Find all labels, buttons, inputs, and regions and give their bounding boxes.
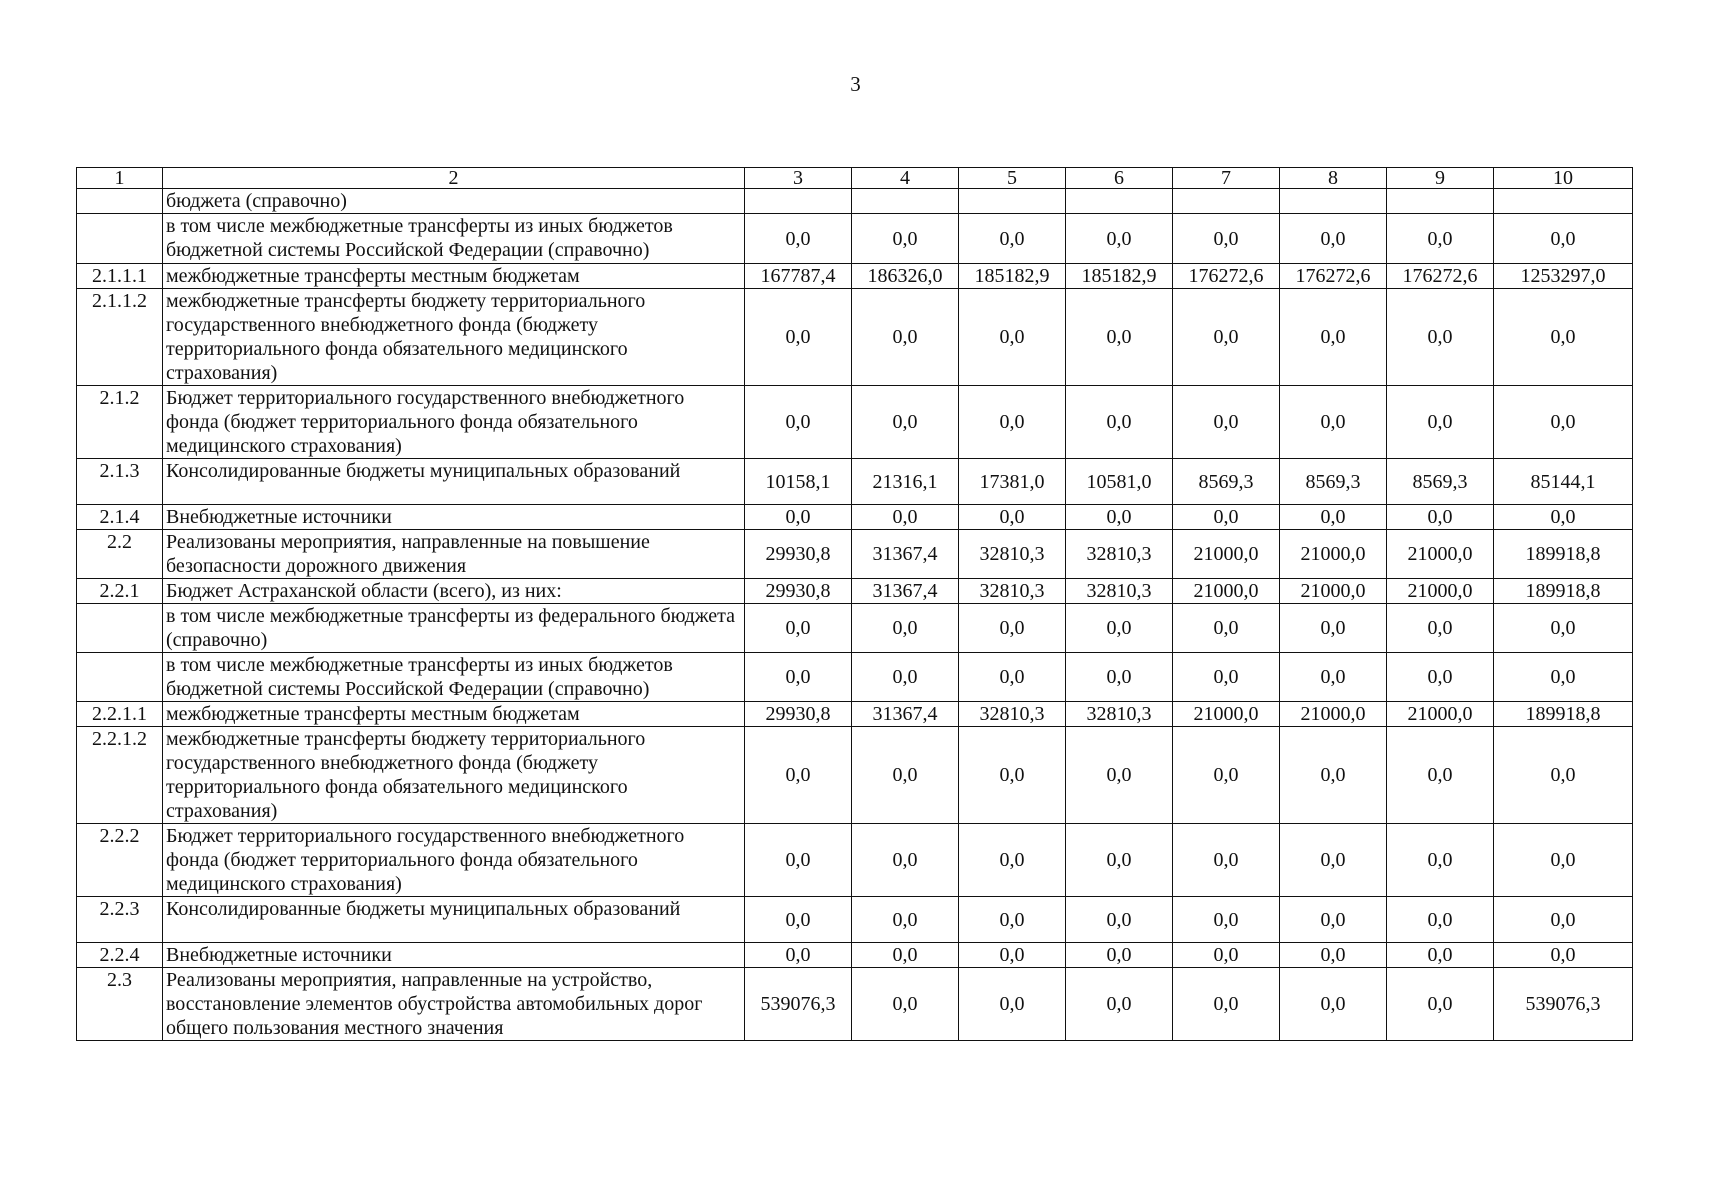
value-cell: 0,0	[1387, 289, 1494, 386]
row-code: 2.2.1	[77, 579, 163, 604]
value-cell: 0,0	[1387, 968, 1494, 1041]
value-cell: 0,0	[852, 214, 959, 264]
value-cell: 0,0	[745, 824, 852, 897]
value-cell: 29930,8	[745, 530, 852, 579]
column-header: 8	[1280, 168, 1387, 189]
row-description: Бюджет Астраханской области (всего), из них:	[163, 579, 745, 604]
row-description: в том числе межбюджетные трансферты из федерального бюджета (справочно)	[163, 604, 745, 653]
value-cell: 32810,3	[959, 702, 1066, 727]
value-cell: 0,0	[1387, 505, 1494, 530]
value-cell: 0,0	[1387, 604, 1494, 653]
value-cell	[1173, 189, 1280, 214]
value-cell: 29930,8	[745, 702, 852, 727]
column-header: 3	[745, 168, 852, 189]
column-header: 6	[1066, 168, 1173, 189]
value-cell: 0,0	[1173, 604, 1280, 653]
value-cell: 0,0	[1280, 505, 1387, 530]
value-cell: 0,0	[959, 968, 1066, 1041]
table-row	[77, 530, 1633, 579]
value-cell: 32810,3	[1066, 579, 1173, 604]
value-cell: 0,0	[745, 604, 852, 653]
row-code: 2.2.1.2	[77, 727, 163, 824]
value-cell: 0,0	[1280, 214, 1387, 264]
value-cell	[852, 189, 959, 214]
value-cell: 0,0	[1494, 386, 1633, 459]
row-description: Консолидированные бюджеты муниципальных образований	[163, 459, 745, 505]
table-row	[77, 653, 1633, 702]
value-cell: 0,0	[1066, 943, 1173, 968]
row-description: Внебюджетные источники	[163, 943, 745, 968]
row-code: 2.1.2	[77, 386, 163, 459]
row-code: 2.2	[77, 530, 163, 579]
value-cell: 0,0	[1066, 968, 1173, 1041]
row-code: 2.2.4	[77, 943, 163, 968]
value-cell: 0,0	[1173, 289, 1280, 386]
value-cell: 0,0	[1494, 824, 1633, 897]
value-cell: 32810,3	[1066, 530, 1173, 579]
value-cell: 10158,1	[745, 459, 852, 505]
value-cell: 21316,1	[852, 459, 959, 505]
value-cell: 32810,3	[1066, 702, 1173, 727]
value-cell: 21000,0	[1387, 530, 1494, 579]
value-cell	[1280, 189, 1387, 214]
table-row	[77, 579, 1633, 604]
value-cell: 0,0	[745, 214, 852, 264]
table-row	[77, 289, 1633, 386]
value-cell: 0,0	[1494, 604, 1633, 653]
value-cell: 17381,0	[959, 459, 1066, 505]
value-cell: 0,0	[1494, 897, 1633, 943]
value-cell: 0,0	[1280, 386, 1387, 459]
value-cell: 0,0	[1280, 897, 1387, 943]
row-code: 2.1.4	[77, 505, 163, 530]
column-header: 2	[163, 168, 745, 189]
value-cell: 0,0	[1494, 653, 1633, 702]
value-cell: 0,0	[1173, 824, 1280, 897]
row-description: в том числе межбюджетные трансферты из иных бюджетов бюджетной системы Российской Федерации (справочно)	[163, 214, 745, 264]
value-cell: 0,0	[745, 897, 852, 943]
table-row	[77, 727, 1633, 824]
value-cell	[1494, 189, 1633, 214]
column-header: 4	[852, 168, 959, 189]
value-cell: 185182,9	[959, 264, 1066, 289]
row-code	[77, 604, 163, 653]
row-description: Бюджет территориального государственного внебюджетного фонда (бюджет территориального фонда обязательного медицинского страхования)	[163, 386, 745, 459]
row-code	[77, 189, 163, 214]
value-cell: 21000,0	[1280, 702, 1387, 727]
value-cell: 0,0	[1280, 653, 1387, 702]
value-cell: 0,0	[1494, 505, 1633, 530]
value-cell: 0,0	[1173, 943, 1280, 968]
table-row	[77, 968, 1633, 1041]
table-row	[77, 386, 1633, 459]
value-cell: 176272,6	[1173, 264, 1280, 289]
value-cell: 0,0	[959, 897, 1066, 943]
table-body	[77, 189, 1633, 1041]
value-cell: 0,0	[959, 386, 1066, 459]
row-description: бюджета (справочно)	[163, 189, 745, 214]
value-cell: 0,0	[959, 214, 1066, 264]
value-cell: 539076,3	[1494, 968, 1633, 1041]
table-row	[77, 824, 1633, 897]
table-row	[77, 702, 1633, 727]
row-description: межбюджетные трансферты бюджету территориального государственного внебюджетного фонда (бюджету территориального фонда обязательного медицинского страхования)	[163, 289, 745, 386]
value-cell: 0,0	[959, 505, 1066, 530]
value-cell: 0,0	[1494, 727, 1633, 824]
value-cell: 0,0	[852, 604, 959, 653]
value-cell: 21000,0	[1387, 579, 1494, 604]
value-cell: 0,0	[1173, 727, 1280, 824]
value-cell: 0,0	[959, 824, 1066, 897]
value-cell: 0,0	[1280, 824, 1387, 897]
row-description: Консолидированные бюджеты муниципальных образований	[163, 897, 745, 943]
column-header: 1	[77, 168, 163, 189]
value-cell: 8569,3	[1280, 459, 1387, 505]
value-cell: 85144,1	[1494, 459, 1633, 505]
value-cell: 0,0	[852, 824, 959, 897]
value-cell: 29930,8	[745, 579, 852, 604]
value-cell: 0,0	[1173, 968, 1280, 1041]
row-description: в том числе межбюджетные трансферты из иных бюджетов бюджетной системы Российской Федерации (справочно)	[163, 653, 745, 702]
table-row	[77, 943, 1633, 968]
value-cell: 0,0	[1280, 604, 1387, 653]
value-cell: 0,0	[959, 289, 1066, 386]
value-cell: 0,0	[1173, 653, 1280, 702]
row-description: Внебюджетные источники	[163, 505, 745, 530]
value-cell: 0,0	[852, 386, 959, 459]
value-cell: 10581,0	[1066, 459, 1173, 505]
value-cell: 21000,0	[1173, 702, 1280, 727]
value-cell: 189918,8	[1494, 579, 1633, 604]
value-cell: 0,0	[959, 943, 1066, 968]
row-code: 2.1.1.1	[77, 264, 163, 289]
value-cell: 31367,4	[852, 579, 959, 604]
value-cell: 176272,6	[1280, 264, 1387, 289]
column-header: 9	[1387, 168, 1494, 189]
value-cell: 0,0	[1066, 727, 1173, 824]
value-cell: 0,0	[852, 897, 959, 943]
value-cell: 8569,3	[1387, 459, 1494, 505]
value-cell: 189918,8	[1494, 530, 1633, 579]
value-cell: 0,0	[959, 604, 1066, 653]
value-cell: 0,0	[745, 386, 852, 459]
value-cell	[745, 189, 852, 214]
value-cell: 0,0	[1280, 943, 1387, 968]
value-cell: 0,0	[1066, 653, 1173, 702]
value-cell: 0,0	[1494, 214, 1633, 264]
value-cell: 0,0	[1066, 897, 1173, 943]
value-cell: 0,0	[852, 943, 959, 968]
table-row	[77, 264, 1633, 289]
value-cell: 0,0	[1173, 505, 1280, 530]
value-cell: 0,0	[1494, 943, 1633, 968]
budget-table	[76, 167, 1633, 1041]
value-cell: 32810,3	[959, 530, 1066, 579]
value-cell: 21000,0	[1387, 702, 1494, 727]
value-cell: 0,0	[1173, 214, 1280, 264]
value-cell: 0,0	[1387, 897, 1494, 943]
row-code: 2.2.2	[77, 824, 163, 897]
value-cell: 21000,0	[1280, 579, 1387, 604]
value-cell: 0,0	[1066, 289, 1173, 386]
value-cell: 185182,9	[1066, 264, 1173, 289]
value-cell: 0,0	[852, 727, 959, 824]
row-description: межбюджетные трансферты местным бюджетам	[163, 702, 745, 727]
value-cell: 0,0	[852, 653, 959, 702]
value-cell	[959, 189, 1066, 214]
row-description: межбюджетные трансферты местным бюджетам	[163, 264, 745, 289]
value-cell: 0,0	[959, 653, 1066, 702]
value-cell: 0,0	[745, 289, 852, 386]
value-cell: 0,0	[1173, 897, 1280, 943]
value-cell: 176272,6	[1387, 264, 1494, 289]
value-cell: 21000,0	[1280, 530, 1387, 579]
value-cell: 0,0	[745, 653, 852, 702]
value-cell: 21000,0	[1173, 579, 1280, 604]
value-cell: 0,0	[1280, 727, 1387, 824]
page-number: 3	[850, 72, 861, 96]
value-cell: 0,0	[1387, 653, 1494, 702]
row-code: 2.2.3	[77, 897, 163, 943]
value-cell: 0,0	[852, 289, 959, 386]
column-header: 10	[1494, 168, 1633, 189]
value-cell: 539076,3	[745, 968, 852, 1041]
value-cell: 0,0	[1387, 386, 1494, 459]
value-cell: 0,0	[1387, 214, 1494, 264]
value-cell: 31367,4	[852, 702, 959, 727]
column-header: 7	[1173, 168, 1280, 189]
value-cell: 8569,3	[1173, 459, 1280, 505]
table-row	[77, 604, 1633, 653]
value-cell: 0,0	[1066, 386, 1173, 459]
value-cell: 0,0	[959, 727, 1066, 824]
value-cell: 0,0	[1066, 824, 1173, 897]
value-cell: 0,0	[1494, 289, 1633, 386]
table-row	[77, 189, 1633, 214]
row-description: Бюджет территориального государственного внебюджетного фонда (бюджет территориального фонда обязательного медицинского страхования)	[163, 824, 745, 897]
value-cell: 0,0	[1066, 505, 1173, 530]
row-code: 2.1.1.2	[77, 289, 163, 386]
row-description: межбюджетные трансферты бюджету территориального государственного внебюджетного фонда (бюджету территориального фонда обязательного медицинского страхования)	[163, 727, 745, 824]
column-header: 5	[959, 168, 1066, 189]
value-cell: 0,0	[745, 943, 852, 968]
row-code	[77, 214, 163, 264]
value-cell: 0,0	[1387, 943, 1494, 968]
value-cell: 0,0	[1066, 214, 1173, 264]
header-row	[77, 168, 1633, 189]
value-cell: 0,0	[1387, 727, 1494, 824]
value-cell: 0,0	[852, 968, 959, 1041]
row-code: 2.1.3	[77, 459, 163, 505]
row-code: 2.2.1.1	[77, 702, 163, 727]
value-cell: 189918,8	[1494, 702, 1633, 727]
value-cell: 0,0	[1066, 604, 1173, 653]
value-cell	[1387, 189, 1494, 214]
value-cell	[1066, 189, 1173, 214]
value-cell: 0,0	[1280, 968, 1387, 1041]
row-code: 2.3	[77, 968, 163, 1041]
value-cell: 186326,0	[852, 264, 959, 289]
value-cell: 0,0	[745, 727, 852, 824]
table-row	[77, 897, 1633, 943]
value-cell: 167787,4	[745, 264, 852, 289]
row-description: Реализованы мероприятия, направленные на устройство, восстановление элементов обустройства автомобильных дорог общего пользования местного значения	[163, 968, 745, 1041]
row-description: Реализованы мероприятия, направленные на повышение безопасности дорожного движения	[163, 530, 745, 579]
value-cell: 0,0	[745, 505, 852, 530]
value-cell: 31367,4	[852, 530, 959, 579]
row-code	[77, 653, 163, 702]
table-row	[77, 459, 1633, 505]
value-cell: 0,0	[1280, 289, 1387, 386]
value-cell: 32810,3	[959, 579, 1066, 604]
value-cell: 1253297,0	[1494, 264, 1633, 289]
value-cell: 0,0	[1173, 386, 1280, 459]
table-row	[77, 505, 1633, 530]
value-cell: 0,0	[852, 505, 959, 530]
value-cell: 0,0	[1387, 824, 1494, 897]
value-cell: 21000,0	[1173, 530, 1280, 579]
table-row	[77, 214, 1633, 264]
